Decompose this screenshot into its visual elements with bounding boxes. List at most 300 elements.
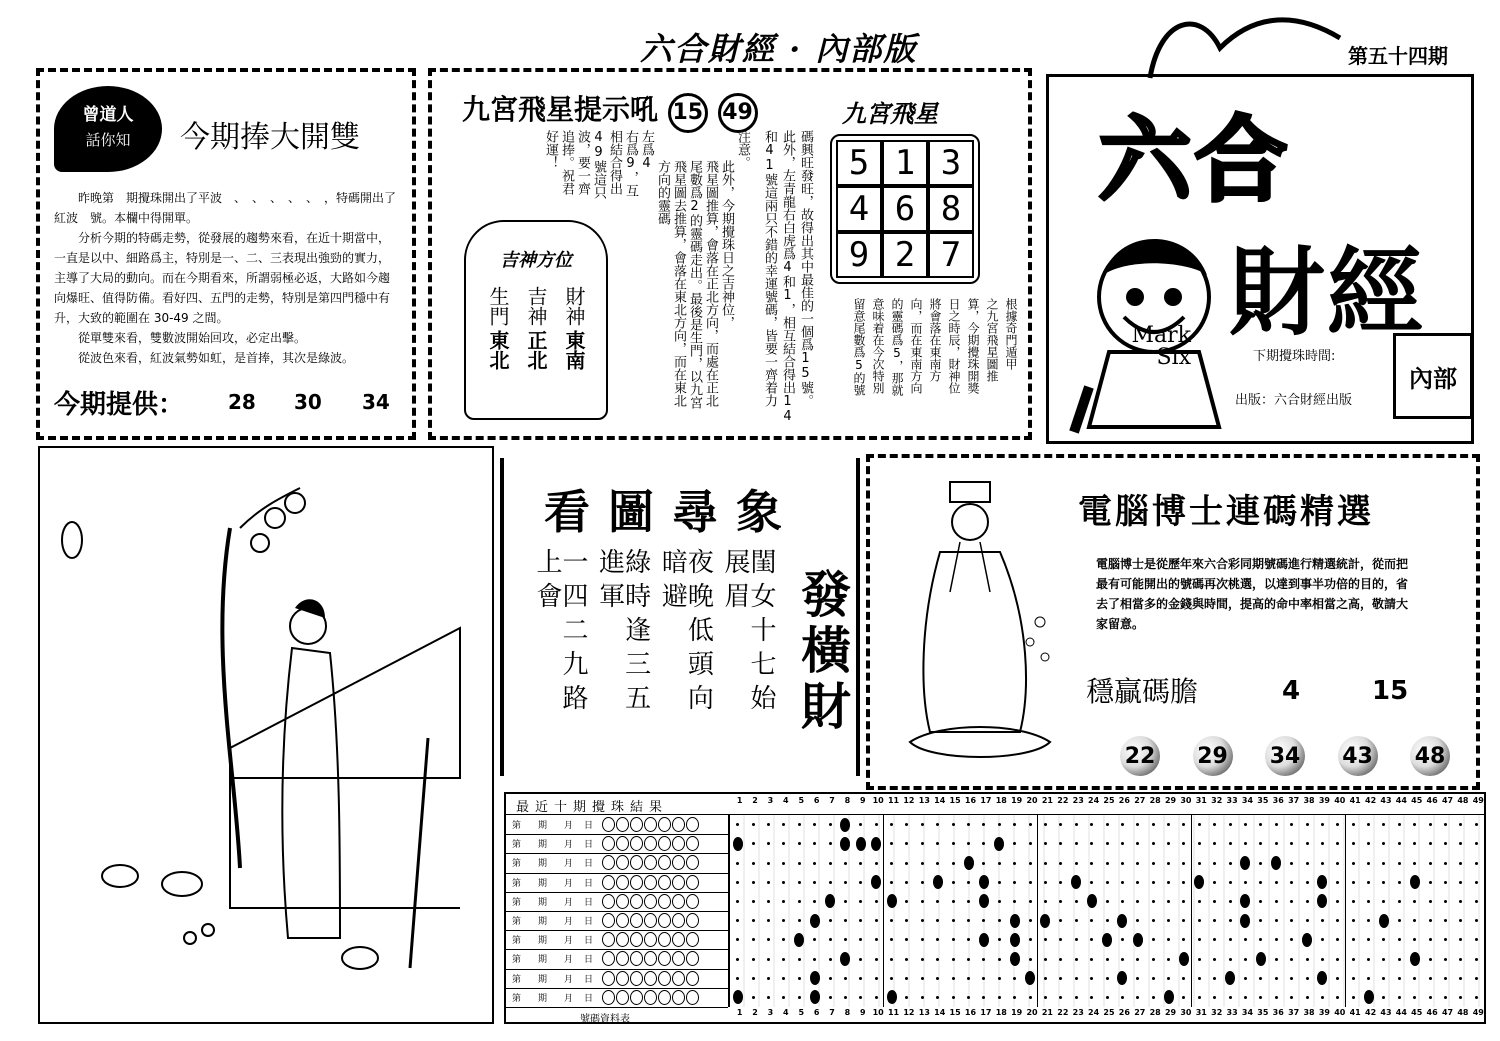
grid-dot: [1029, 881, 1032, 884]
grid-dot: [1167, 881, 1170, 884]
grid-dot: [982, 842, 985, 845]
grid-dot: [1029, 823, 1032, 826]
grid-dot: [1059, 881, 1062, 884]
palace-col: 根據奇門遁甲: [1004, 298, 1018, 370]
grid-dot: [798, 958, 801, 961]
grid-dot: [798, 862, 801, 865]
grid-dot: [1336, 900, 1339, 903]
grid-dot: [1090, 842, 1093, 845]
row-label-text: 月: [564, 917, 574, 928]
grid-dot: [859, 958, 862, 961]
grid-dot: [1213, 842, 1216, 845]
grid-dot: [1259, 881, 1262, 884]
palace-col: 49號這只: [591, 130, 606, 199]
grid-dot: [921, 900, 924, 903]
number-header-label: 42: [1365, 796, 1377, 805]
grid-dot: [1336, 996, 1339, 999]
entry-circle-icon: [630, 836, 643, 851]
grid-dot: [1429, 862, 1432, 865]
issue-label: 第五十四期: [1348, 44, 1448, 68]
grid-dot: [1213, 977, 1216, 980]
row-label-text: 期: [538, 974, 548, 985]
grid-dot: [1429, 881, 1432, 884]
grid-dot: [1182, 996, 1185, 999]
grid-dot: [1075, 958, 1078, 961]
grid-dot: [829, 996, 832, 999]
number-header-label: 31: [1195, 1008, 1207, 1017]
grid-dot: [982, 977, 985, 980]
poem-columns: [534, 548, 774, 748]
entry-circle-icon: [602, 951, 615, 966]
drawn-number-mark: [1317, 971, 1327, 985]
grid-dot: [1336, 823, 1339, 826]
grid-dot: [1229, 823, 1232, 826]
entry-circle-icon: [616, 855, 629, 870]
entry-circle-icon: [616, 990, 629, 1005]
grid-dot: [952, 958, 955, 961]
grid-dot: [1321, 958, 1324, 961]
grid-dot: [982, 862, 985, 865]
number-header-label: 25: [1103, 796, 1115, 805]
number-header-label: 24: [1088, 1008, 1100, 1017]
god-dir: 東北: [486, 330, 510, 370]
result-row-label: [506, 815, 728, 835]
row-label-text: 月: [564, 955, 574, 966]
grid-dot: [921, 862, 924, 865]
grid-dot: [1336, 862, 1339, 865]
grid-dot: [1198, 919, 1201, 922]
grid-dot: [1213, 996, 1216, 999]
row-label-text: 日: [584, 936, 594, 947]
row-label-text: 第: [512, 859, 522, 870]
grid-dot: [1244, 842, 1247, 845]
drawn-number-mark: [840, 952, 850, 966]
grid-dot: [1382, 958, 1385, 961]
grid-dot: [875, 919, 878, 922]
grid-dot: [859, 938, 862, 941]
number-header-label: 10: [872, 796, 884, 805]
entry-circle-icon: [658, 855, 671, 870]
grid-dot: [1475, 919, 1478, 922]
number-header-label: 31: [1195, 796, 1207, 805]
grid-dot: [1398, 958, 1401, 961]
badge-line2: 話你知: [85, 131, 131, 149]
grid-dot: [1198, 938, 1201, 941]
grid-dot: [905, 842, 908, 845]
number-header-label: 2: [752, 1008, 758, 1017]
entry-circle-icon: [644, 951, 657, 966]
grid-dot: [921, 881, 924, 884]
number-header-label: 12: [903, 796, 915, 805]
grid-dot: [1306, 977, 1309, 980]
grid-dot: [1352, 958, 1355, 961]
grid-dot: [752, 919, 755, 922]
row-label-text: 日: [584, 878, 594, 889]
grid-dot: [1136, 881, 1139, 884]
grid-dot: [967, 842, 970, 845]
safe-number: 15: [1372, 676, 1409, 706]
poem-line: 綠時逢三五進軍: [594, 548, 651, 718]
grid-dot: [1459, 938, 1462, 941]
entry-circle-icon: [672, 875, 685, 890]
entry-circle-icon: [630, 855, 643, 870]
title-number: 15: [668, 93, 708, 133]
title-char: 象: [736, 485, 800, 539]
grid-dot: [1182, 881, 1185, 884]
number-header-label: 16: [964, 1008, 977, 1017]
grid-dot: [998, 938, 1001, 941]
grid-dot: [1398, 977, 1401, 980]
grid-dot: [1398, 881, 1401, 884]
grid-dot: [875, 823, 878, 826]
drawn-number-mark: [1410, 875, 1420, 889]
grid-dot: [736, 900, 739, 903]
grid-dot: [736, 823, 739, 826]
entry-circle-icon: [658, 971, 671, 986]
entry-circle-icon: [602, 875, 615, 890]
grid-dot: [1444, 900, 1447, 903]
grid-dot: [1229, 862, 1232, 865]
grid-dot: [782, 977, 785, 980]
grid-dot: [1459, 919, 1462, 922]
stamp-box: [1393, 333, 1473, 419]
number-header-label: 30: [1180, 796, 1192, 805]
grid-dot: [767, 862, 770, 865]
number-header-label: 29: [1164, 1008, 1177, 1017]
entry-circle-icon: [616, 971, 629, 986]
tips-headline: 今期捧大開雙: [180, 120, 360, 155]
grid-dot: [905, 977, 908, 980]
grid-dot: [767, 900, 770, 903]
grid-dot: [1013, 977, 1016, 980]
entry-circle-icon: [602, 971, 615, 986]
grid-dot: [767, 823, 770, 826]
palace-col: 右爲9，互: [623, 130, 638, 197]
grid-dot: [1198, 958, 1201, 961]
grid-dot: [752, 996, 755, 999]
row-label-text: 月: [564, 878, 574, 889]
grid-dot: [829, 842, 832, 845]
grid-dot: [782, 900, 785, 903]
grid-dot: [1213, 900, 1216, 903]
number-header-label: 23: [1072, 1008, 1084, 1017]
drawn-number-mark: [1240, 856, 1250, 870]
number-header-label: 49: [1472, 1008, 1484, 1017]
row-label-text: 月: [564, 859, 574, 870]
number-header-label: 46: [1426, 1008, 1438, 1017]
grid-dot: [1167, 938, 1170, 941]
number-header-label: 3: [767, 796, 774, 805]
number-header-label: 47: [1441, 1008, 1454, 1017]
palace-lower-columns: [846, 298, 1020, 428]
number-header-label: 14: [934, 1008, 946, 1017]
drawn-number-mark: [1117, 914, 1127, 928]
result-row-label: [506, 930, 728, 950]
see-picture-box: [500, 458, 860, 776]
poem-line: 夜晚低頭向暗避: [657, 548, 714, 718]
column-separator: [1191, 815, 1192, 1007]
grid-dot: [1290, 958, 1293, 961]
number-header-label: 22: [1057, 1008, 1069, 1017]
row-label-text: 期: [538, 840, 548, 851]
row-label-text: 第: [512, 878, 522, 889]
drawn-number-mark: [1179, 952, 1189, 966]
number-header-label: 41: [1349, 1008, 1361, 1017]
grid-dot: [936, 823, 939, 826]
number-header-label: 20: [1026, 1008, 1038, 1017]
grid-dot: [829, 958, 832, 961]
computer-title: 電腦博士連碼精選: [1078, 492, 1374, 532]
grid-dot: [1121, 996, 1124, 999]
palace-col: 飛星圖推算，會落在正北方向，而處在正北: [703, 160, 718, 407]
grid-dot: [752, 842, 755, 845]
grid-dot: [1152, 977, 1155, 980]
grid-dot: [1182, 919, 1185, 922]
grid-dot: [1059, 900, 1062, 903]
entry-circle-icon: [672, 951, 685, 966]
grid-dot: [982, 919, 985, 922]
row-label-text: 日: [584, 840, 594, 851]
drawn-number-mark: [964, 856, 974, 870]
column-separator: [883, 815, 884, 1007]
grid-dot: [1475, 938, 1478, 941]
number-header-label: 3: [767, 1008, 774, 1017]
title-char: 圖: [608, 485, 672, 539]
grid-dot: [1275, 900, 1278, 903]
grid-dot: [782, 938, 785, 941]
number-header-label: 46: [1426, 796, 1438, 805]
number-header-label: 39: [1318, 796, 1330, 805]
provide-number: 34: [362, 390, 390, 414]
grid-dot: [1198, 823, 1201, 826]
grid-dot: [767, 919, 770, 922]
grid-dot: [1259, 938, 1262, 941]
grid-dot: [767, 881, 770, 884]
entry-circle-icon: [686, 971, 699, 986]
entry-circle-icon: [672, 894, 685, 909]
palace-col: 方向的靈碼: [655, 160, 670, 225]
grid-dot: [1090, 862, 1093, 865]
god-title: 吉神方位: [500, 250, 572, 271]
grid-dot: [1044, 938, 1047, 941]
drawn-number-mark: [1271, 856, 1281, 870]
grid-dot: [921, 823, 924, 826]
row-label-text: 期: [538, 917, 548, 928]
god-dir: 正北: [524, 330, 548, 370]
grid-dot: [1029, 900, 1032, 903]
grid-dot: [1075, 977, 1078, 980]
grid-dot: [1182, 938, 1185, 941]
grid-dot: [1259, 996, 1262, 999]
grid-dot: [875, 862, 878, 865]
grid-dot: [1444, 919, 1447, 922]
next-draw-label: 下期攪珠時間:: [1253, 349, 1336, 364]
entry-circle-icon: [672, 836, 685, 851]
title-char: 尋: [672, 485, 736, 539]
grid-dot: [1044, 823, 1047, 826]
grid-dot: [890, 919, 893, 922]
number-header-label: 18: [995, 1008, 1007, 1017]
number-header-label: 15: [949, 796, 961, 805]
grid-dot: [1306, 881, 1309, 884]
grid-dot: [1013, 996, 1016, 999]
grid-dot: [1029, 996, 1032, 999]
drawn-number-mark: [1025, 971, 1035, 985]
grid-dot: [1106, 996, 1109, 999]
grid-dot: [998, 977, 1001, 980]
entry-circle-icon: [672, 913, 685, 928]
grid-dot: [1121, 881, 1124, 884]
grid-dot: [1013, 881, 1016, 884]
drawn-number-mark: [887, 894, 897, 908]
drawn-number-mark: [840, 818, 850, 832]
grid-dot: [1152, 996, 1155, 999]
number-header-label: 32: [1211, 1008, 1223, 1017]
grid-dot: [1475, 996, 1478, 999]
drawn-number-mark: [1240, 914, 1250, 928]
grid-cell: 7: [928, 232, 974, 278]
grid-dot: [1152, 938, 1155, 941]
number-header-label: 37: [1288, 796, 1300, 805]
results-table: [504, 792, 1486, 1024]
grid-dot: [1367, 958, 1370, 961]
grid-dot: [1136, 823, 1139, 826]
grid-dot: [1044, 958, 1047, 961]
grid-dot: [1059, 958, 1062, 961]
number-header-label: 11: [887, 796, 900, 805]
provide-label: 今期提供：: [54, 390, 185, 420]
entry-circle-icon: [616, 836, 629, 851]
grid-dot: [1459, 958, 1462, 961]
grid-dot: [1229, 881, 1232, 884]
grid-dot: [1429, 958, 1432, 961]
grid-dot: [998, 823, 1001, 826]
drawn-number-mark: [794, 933, 804, 947]
grid-dot: [829, 823, 832, 826]
number-header-label: 15: [949, 1008, 961, 1017]
grid-dot: [1013, 842, 1016, 845]
grid-dot: [1059, 996, 1062, 999]
grid-dot: [998, 958, 1001, 961]
grid-dot: [1106, 823, 1109, 826]
row-label-text: 第: [512, 993, 522, 1004]
grid-dot: [1321, 996, 1324, 999]
number-header-label: 36: [1272, 796, 1284, 805]
grid-dot: [1290, 996, 1293, 999]
drawn-number-mark: [1410, 952, 1420, 966]
results-title: 最近十期攪珠結果: [516, 800, 669, 815]
number-header-label: 36: [1272, 1008, 1284, 1017]
grid-dot: [1352, 977, 1355, 980]
grid-dot: [1075, 823, 1078, 826]
palace-col: 將會落在東南方: [928, 298, 942, 382]
number-header-label: 22: [1057, 796, 1069, 805]
drawn-number-mark: [979, 933, 989, 947]
grid-dot: [1259, 842, 1262, 845]
grid-dot: [752, 881, 755, 884]
number-header-label: 48: [1457, 1008, 1469, 1017]
drawn-number-mark: [1164, 990, 1174, 1004]
grid-dot: [1459, 823, 1462, 826]
grid-dot: [859, 996, 862, 999]
grid-dot: [1213, 823, 1216, 826]
grid-dot: [829, 938, 832, 941]
drawn-number-mark: [871, 875, 881, 889]
grid-dot: [798, 881, 801, 884]
number-header-label: 27: [1134, 1008, 1146, 1017]
grid-dot: [752, 900, 755, 903]
grid-dot: [1152, 823, 1155, 826]
stamp-text: 內部: [1409, 364, 1457, 393]
grid-dot: [1475, 900, 1478, 903]
grid-dot: [890, 823, 893, 826]
grid-dot: [1167, 958, 1170, 961]
grid-dot: [782, 996, 785, 999]
grid-dot: [1290, 977, 1293, 980]
grid-dot: [998, 881, 1001, 884]
grid-dot: [859, 862, 862, 865]
number-header-label: 1: [736, 796, 743, 805]
fly-star-grid: [830, 134, 980, 284]
entry-circle-icon: [602, 932, 615, 947]
grid-dot: [1475, 862, 1478, 865]
number-header-label: 1: [736, 1008, 743, 1017]
entry-circle-icon: [630, 951, 643, 966]
grid-dot: [1136, 958, 1139, 961]
grid-dot: [1275, 842, 1278, 845]
grid-dot: [859, 900, 862, 903]
grid-dot: [1475, 977, 1478, 980]
grid-dot: [736, 977, 739, 980]
number-header: [732, 796, 1482, 810]
number-header-label: 38: [1303, 1008, 1315, 1017]
poem-line: 一四二九路上會: [532, 548, 588, 718]
sage-figure-illustration: [890, 472, 1060, 772]
logo-big-text: 六合: [1099, 106, 1292, 214]
number-header-label: 9: [859, 796, 866, 805]
entry-circle-icon: [644, 971, 657, 986]
palace-col: 飛星圖去推算，會落在東北方向，而在東北: [671, 160, 686, 407]
grid-dot: [921, 958, 924, 961]
result-row-label: [506, 949, 728, 969]
nine-palace-title-text: 九宮飛星提示吼: [462, 93, 659, 126]
grid-dot: [1090, 919, 1093, 922]
number-header-label: 44: [1395, 1008, 1407, 1017]
tips-paragraph: 昨晚第 期攪珠開出了平波 、 、 、 、 、 ，特碼開出了紅波 號。本欄中得開單。: [54, 191, 397, 225]
grid-dot: [1352, 938, 1355, 941]
entry-circle-icon: [672, 990, 685, 1005]
grid-dot: [1321, 862, 1324, 865]
row-label-text: 第: [512, 917, 522, 928]
grid-dot: [936, 938, 939, 941]
grid-dot: [1121, 842, 1124, 845]
grid-dot: [890, 958, 893, 961]
grid-dot: [1352, 881, 1355, 884]
see-picture-title: [544, 476, 800, 542]
grid-dot: [1136, 862, 1139, 865]
entry-circle-icon: [658, 894, 671, 909]
grid-dot: [1459, 881, 1462, 884]
grid-dot: [967, 958, 970, 961]
palace-col: 留意尾數爲5的號: [852, 298, 866, 396]
drawn-number-mark: [733, 990, 743, 1004]
drawn-number-mark: [1317, 894, 1327, 908]
grid-dot: [952, 862, 955, 865]
grid-cell: 2: [882, 232, 928, 278]
grid-dot: [1398, 919, 1401, 922]
grid-dot: [736, 862, 739, 865]
row-label-text: 期: [538, 859, 548, 870]
